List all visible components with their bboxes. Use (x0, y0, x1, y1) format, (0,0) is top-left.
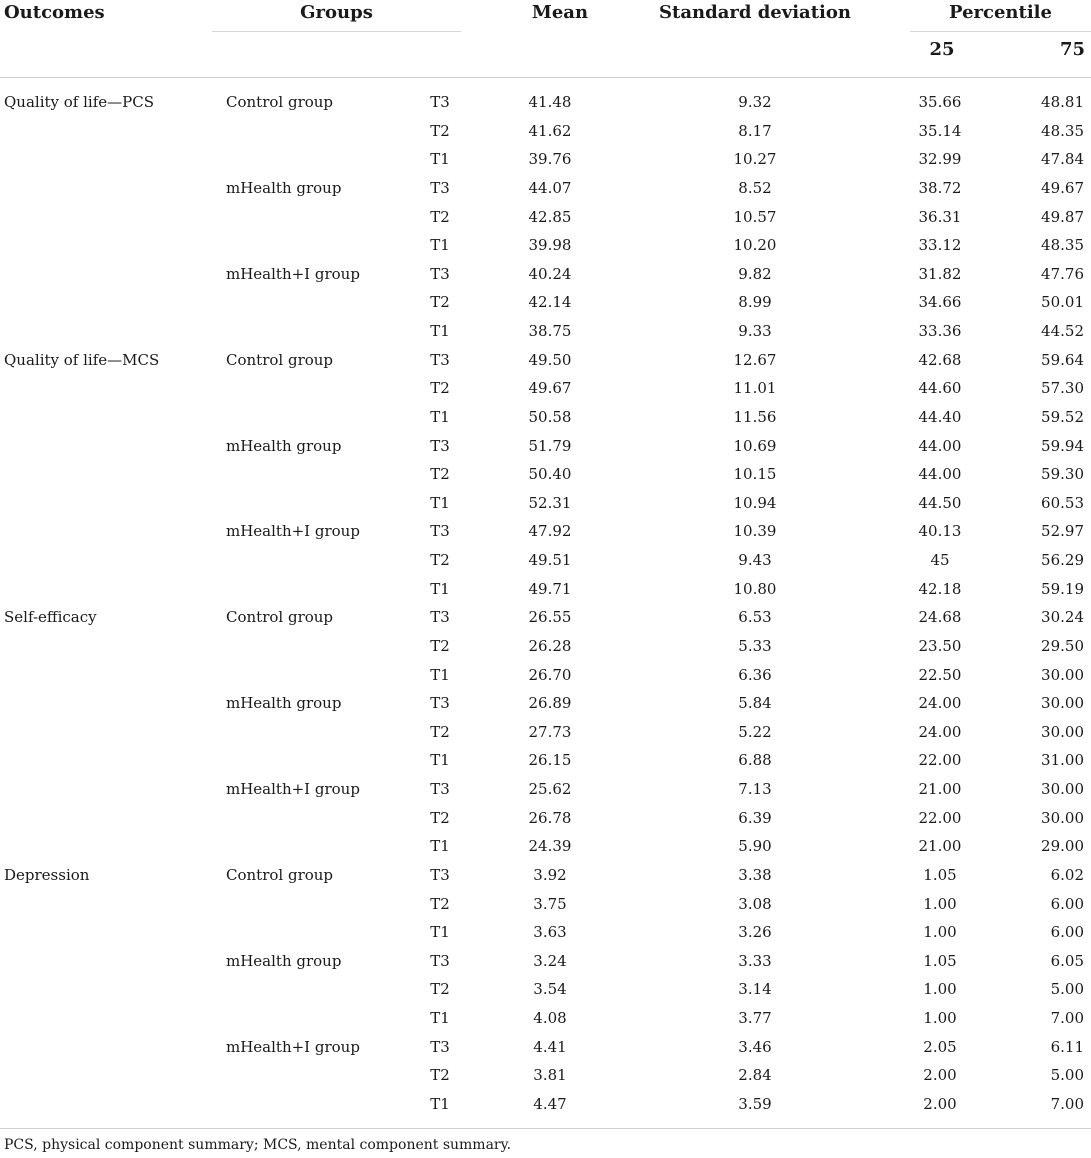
mean-value: 25.62 (528, 780, 572, 798)
mean-value: 39.98 (528, 236, 572, 255)
mean-value: 42.14 (528, 293, 572, 312)
timepoint: T1 (430, 322, 450, 340)
sd-value: 6.53 (738, 608, 772, 627)
mean-value: 4.08 (533, 1009, 567, 1027)
sd-value: 11.01 (733, 379, 777, 398)
group-label: Control group (226, 350, 334, 369)
timepoint: T1 (430, 923, 450, 942)
percentile-75-value: 6.00 (1050, 923, 1084, 942)
mean-value: 38.75 (528, 322, 572, 340)
percentile-25-value: 2.05 (923, 1037, 957, 1056)
sd-value: 10.57 (733, 207, 777, 226)
table-row (0, 918, 1091, 947)
header-standard-deviation: Standard deviation (659, 2, 851, 23)
sd-value: 10.27 (733, 150, 777, 169)
table-row (0, 432, 1091, 461)
timepoint: T3 (430, 1037, 450, 1056)
percentile-25-value: 32.99 (918, 150, 962, 169)
sd-value: 3.77 (738, 1009, 772, 1027)
groups-underline (212, 31, 461, 32)
percentile-25-value: 42.18 (918, 579, 962, 598)
percentile-75-value: 30.00 (1041, 665, 1084, 684)
sd-value: 9.32 (738, 93, 772, 111)
timepoint: T2 (430, 894, 450, 913)
sd-value: 3.14 (738, 980, 772, 999)
timepoint: T1 (430, 150, 450, 169)
header-percentile-75: 75 (1059, 39, 1085, 60)
percentile-75-value: 7.00 (1050, 1094, 1084, 1113)
percentile-75-value: 31.00 (1041, 751, 1084, 770)
percentile-25-value: 1.00 (923, 894, 957, 913)
sd-value: 10.80 (733, 579, 777, 598)
mean-value: 26.78 (528, 808, 572, 827)
table-row (0, 517, 1091, 546)
table-row (0, 231, 1091, 260)
timepoint: T1 (430, 493, 450, 512)
timepoint: T2 (430, 551, 450, 569)
table-row (0, 890, 1091, 919)
percentile-75-value: 50.01 (1041, 293, 1084, 312)
percentile-75-value: 59.94 (1041, 436, 1084, 455)
percentile-25-value: 21.00 (918, 837, 962, 856)
percentile-underline (910, 31, 1091, 32)
table-row (0, 288, 1091, 317)
mean-value: 49.71 (528, 579, 572, 598)
timepoint: T3 (430, 951, 450, 970)
mean-value: 4.47 (533, 1094, 567, 1113)
sd-value: 5.90 (738, 837, 772, 856)
percentile-25-value: 22.50 (918, 665, 962, 684)
timepoint: T1 (430, 1094, 450, 1113)
percentile-25-value: 2.00 (923, 1066, 957, 1085)
timepoint: T3 (430, 608, 450, 627)
timepoint: T2 (430, 379, 450, 398)
percentile-25-value: 38.72 (918, 178, 962, 197)
header-groups: Groups (300, 2, 373, 23)
sd-value: 10.39 (733, 522, 777, 541)
mean-value: 3.75 (533, 894, 567, 913)
timepoint: T2 (430, 808, 450, 827)
timepoint: T3 (430, 178, 450, 197)
table-row (0, 546, 1091, 575)
mean-value: 39.76 (528, 150, 572, 169)
table-row (0, 1090, 1091, 1119)
percentile-25-value: 1.05 (923, 951, 957, 970)
percentile-75-value: 49.87 (1041, 207, 1084, 226)
percentile-25-value: 21.00 (918, 780, 962, 798)
percentile-25-value: 44.00 (918, 436, 962, 455)
percentile-75-value: 29.00 (1041, 837, 1084, 856)
table-body (0, 88, 1091, 1119)
header-percentile-25: 25 (929, 39, 955, 60)
sd-value: 10.15 (733, 465, 777, 484)
percentile-75-value: 6.02 (1050, 865, 1084, 884)
percentile-25-value: 22.00 (918, 808, 962, 827)
percentile-75-value: 59.30 (1041, 465, 1084, 484)
sd-value: 6.36 (738, 665, 772, 684)
timepoint: T2 (430, 293, 450, 312)
header-mean: Mean (531, 2, 589, 23)
percentile-75-value: 48.81 (1041, 93, 1084, 111)
sd-value: 10.94 (733, 493, 777, 512)
outcome-label: Quality of life—MCS (4, 350, 160, 369)
mean-value: 51.79 (528, 436, 572, 455)
group-label: mHealth group (226, 178, 342, 197)
percentile-75-value: 57.30 (1041, 379, 1084, 398)
mean-value: 26.70 (528, 665, 572, 684)
mean-value: 26.15 (528, 751, 572, 770)
timepoint: T1 (430, 407, 450, 426)
percentile-75-value: 52.97 (1041, 522, 1084, 541)
timepoint: T3 (430, 436, 450, 455)
mean-value: 27.73 (528, 722, 572, 741)
timepoint: T2 (430, 207, 450, 226)
percentile-75-value: 5.00 (1050, 980, 1084, 999)
outcome-label: Self-efficacy (4, 608, 97, 627)
table-row (0, 174, 1091, 203)
mean-value: 40.24 (528, 264, 572, 283)
timepoint: T3 (430, 350, 450, 369)
table-row (0, 489, 1091, 518)
mean-value: 52.31 (528, 493, 572, 512)
group-label: mHealth+I group (226, 1037, 360, 1056)
percentile-25-value: 24.68 (918, 608, 962, 627)
table-row (0, 603, 1091, 632)
table-row (0, 346, 1091, 375)
timepoint: T2 (430, 980, 450, 999)
group-label: mHealth+I group (226, 522, 360, 541)
table-row (0, 145, 1091, 174)
table-row (0, 374, 1091, 403)
percentile-25-value: 44.40 (918, 407, 962, 426)
timepoint: T3 (430, 264, 450, 283)
header-bottom-rule (0, 77, 1091, 78)
percentile-75-value: 30.00 (1041, 694, 1084, 713)
sd-value: 10.20 (733, 236, 777, 255)
table-row (0, 460, 1091, 489)
percentile-25-value: 44.50 (918, 493, 962, 512)
percentile-75-value: 56.29 (1041, 551, 1084, 569)
group-label: mHealth group (226, 694, 342, 713)
sd-value: 5.22 (738, 722, 772, 741)
percentile-75-value: 48.35 (1041, 236, 1084, 255)
table-row (0, 117, 1091, 146)
outcome-label: Quality of life—PCS (4, 93, 154, 111)
sd-value: 8.17 (738, 121, 772, 140)
mean-value: 3.92 (533, 865, 567, 884)
sd-value: 8.99 (738, 293, 772, 312)
sd-value: 3.46 (738, 1037, 772, 1056)
table-row (0, 746, 1091, 775)
timepoint: T2 (430, 636, 450, 655)
table-row (0, 661, 1091, 690)
sd-value: 5.84 (738, 694, 772, 713)
mean-value: 3.54 (533, 980, 567, 999)
sd-value: 6.88 (738, 751, 772, 770)
percentile-25-value: 22.00 (918, 751, 962, 770)
table-row (0, 861, 1091, 890)
mean-value: 50.40 (528, 465, 572, 484)
percentile-25-value: 44.00 (918, 465, 962, 484)
table-row (0, 1033, 1091, 1062)
sd-value: 5.33 (738, 636, 772, 655)
percentile-25-value: 1.05 (923, 865, 957, 884)
table-bottom-rule (0, 1128, 1091, 1129)
mean-value: 26.89 (528, 694, 572, 713)
percentile-25-value: 45 (930, 551, 950, 569)
group-label: mHealth+I group (226, 780, 360, 798)
timepoint: T1 (430, 1009, 450, 1027)
percentile-75-value: 29.50 (1041, 636, 1084, 655)
sd-value: 9.82 (738, 264, 772, 283)
mean-value: 3.81 (533, 1066, 567, 1085)
table-row (0, 403, 1091, 432)
percentile-25-value: 40.13 (918, 522, 962, 541)
timepoint: T3 (430, 93, 450, 111)
sd-value: 6.39 (738, 808, 772, 827)
group-label: mHealth group (226, 436, 342, 455)
sd-value: 9.33 (738, 322, 772, 340)
percentile-25-value: 31.82 (918, 264, 962, 283)
percentile-75-value: 47.84 (1041, 150, 1084, 169)
sd-value: 9.43 (738, 551, 772, 569)
sd-value: 3.08 (738, 894, 772, 913)
group-label: Control group (226, 865, 334, 884)
table-row (0, 1004, 1091, 1033)
sd-value: 12.67 (733, 350, 777, 369)
percentile-25-value: 24.00 (918, 694, 962, 713)
table-row (0, 718, 1091, 747)
timepoint: T1 (430, 837, 450, 856)
table-row (0, 1061, 1091, 1090)
timepoint: T3 (430, 780, 450, 798)
sd-value: 7.13 (738, 780, 772, 798)
percentile-75-value: 59.19 (1041, 579, 1084, 598)
table-row (0, 317, 1091, 346)
sd-value: 3.26 (738, 923, 772, 942)
table-row (0, 575, 1091, 604)
percentile-75-value: 5.00 (1050, 1066, 1084, 1085)
sd-value: 3.59 (738, 1094, 772, 1113)
mean-value: 26.55 (528, 608, 572, 627)
group-label: mHealth group (226, 951, 342, 970)
outcome-label: Depression (4, 865, 90, 884)
timepoint: T1 (430, 665, 450, 684)
percentile-75-value: 30.24 (1041, 608, 1084, 627)
percentile-75-value: 7.00 (1050, 1009, 1084, 1027)
timepoint: T3 (430, 694, 450, 713)
timepoint: T2 (430, 722, 450, 741)
percentile-25-value: 1.00 (923, 980, 957, 999)
percentile-25-value: 35.66 (918, 93, 962, 111)
table-row (0, 88, 1091, 117)
percentile-75-value: 30.00 (1041, 722, 1084, 741)
percentile-25-value: 33.36 (918, 322, 962, 340)
percentile-25-value: 1.00 (923, 1009, 957, 1027)
timepoint: T3 (430, 522, 450, 541)
sd-value: 8.52 (738, 178, 772, 197)
sd-value: 11.56 (733, 407, 777, 426)
mean-value: 24.39 (528, 837, 572, 856)
percentile-25-value: 23.50 (918, 636, 962, 655)
percentile-75-value: 47.76 (1041, 264, 1084, 283)
table-row (0, 975, 1091, 1004)
mean-value: 41.48 (528, 93, 572, 111)
timepoint: T1 (430, 236, 450, 255)
table-row (0, 260, 1091, 289)
percentile-25-value: 34.66 (918, 293, 962, 312)
table-row (0, 203, 1091, 232)
header-percentile: Percentile (949, 2, 1052, 23)
mean-value: 49.50 (528, 350, 572, 369)
timepoint: T2 (430, 1066, 450, 1085)
timepoint: T3 (430, 865, 450, 884)
percentile-75-value: 60.53 (1041, 493, 1084, 512)
percentile-75-value: 30.00 (1041, 808, 1084, 827)
group-label: Control group (226, 608, 334, 627)
group-label: Control group (226, 93, 334, 111)
percentile-75-value: 59.52 (1041, 407, 1084, 426)
timepoint: T1 (430, 751, 450, 770)
table-row (0, 775, 1091, 804)
timepoint: T2 (430, 465, 450, 484)
percentile-75-value: 6.05 (1050, 951, 1084, 970)
mean-value: 49.51 (528, 551, 572, 569)
percentile-25-value: 35.14 (918, 121, 962, 140)
mean-value: 26.28 (528, 636, 572, 655)
mean-value: 50.58 (528, 407, 572, 426)
percentile-75-value: 48.35 (1041, 121, 1084, 140)
percentile-25-value: 24.00 (918, 722, 962, 741)
percentile-25-value: 33.12 (918, 236, 962, 255)
table-row (0, 632, 1091, 661)
sd-value: 3.38 (738, 865, 772, 884)
mean-value: 3.24 (533, 951, 567, 970)
percentile-25-value: 2.00 (923, 1094, 957, 1113)
timepoint: T2 (430, 121, 450, 140)
percentile-25-value: 44.60 (918, 379, 962, 398)
group-label: mHealth+I group (226, 264, 360, 283)
percentile-75-value: 30.00 (1041, 780, 1084, 798)
mean-value: 41.62 (528, 121, 572, 140)
table-row (0, 804, 1091, 833)
percentile-75-value: 6.11 (1050, 1037, 1084, 1056)
percentile-25-value: 36.31 (918, 207, 962, 226)
sd-value: 2.84 (738, 1066, 772, 1085)
timepoint: T1 (430, 579, 450, 598)
mean-value: 3.63 (533, 923, 567, 942)
mean-value: 49.67 (528, 379, 572, 398)
percentile-75-value: 6.00 (1050, 894, 1084, 913)
percentile-75-value: 49.67 (1041, 178, 1084, 197)
mean-value: 44.07 (528, 178, 572, 197)
table-row (0, 947, 1091, 976)
sd-value: 3.33 (738, 951, 772, 970)
percentile-25-value: 1.00 (923, 923, 957, 942)
percentile-75-value: 59.64 (1041, 350, 1084, 369)
mean-value: 42.85 (528, 207, 572, 226)
table-footnote: PCS, physical component summary; MCS, mental component summary. (4, 1137, 512, 1153)
mean-value: 47.92 (528, 522, 572, 541)
header-outcomes: Outcomes (4, 2, 105, 23)
percentile-25-value: 42.68 (918, 350, 962, 369)
percentile-75-value: 44.52 (1041, 322, 1084, 340)
mean-value: 4.41 (533, 1037, 567, 1056)
table-row (0, 689, 1091, 718)
table-row (0, 832, 1091, 861)
sd-value: 10.69 (733, 436, 777, 455)
